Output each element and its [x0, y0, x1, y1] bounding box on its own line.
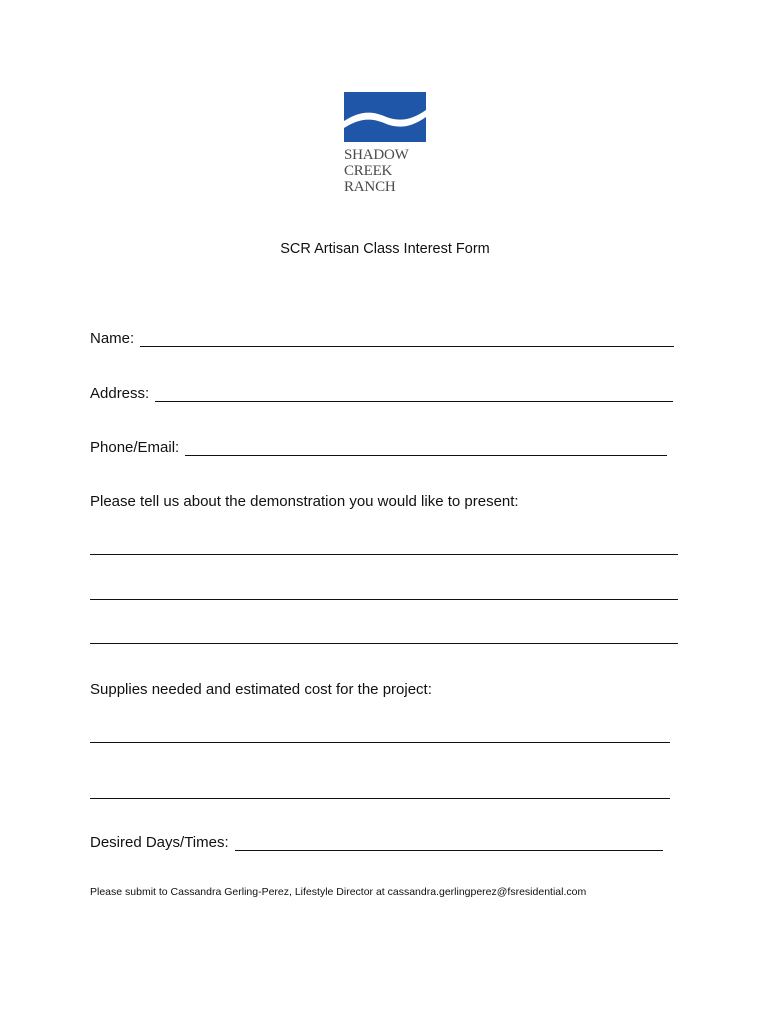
demonstration-line-2[interactable]: [90, 598, 678, 600]
logo-wordmark: [344, 147, 430, 195]
desired-days-times-field[interactable]: [90, 834, 663, 851]
desired-days-times-line[interactable]: [235, 835, 663, 851]
demonstration-prompt: Please tell us about the demonstration you would like to present:: [90, 493, 519, 510]
name-label: Name:: [90, 330, 139, 347]
supplies-line-1[interactable]: [90, 741, 670, 743]
name-line[interactable]: [140, 331, 674, 347]
address-field[interactable]: [90, 385, 673, 402]
logo-line-1: SHADOW: [344, 147, 409, 163]
logo-line-2: CREEK: [344, 163, 393, 179]
wave-logo-icon: [344, 92, 426, 142]
logo-line-3: RANCH: [344, 179, 396, 195]
phone-email-line[interactable]: [185, 440, 667, 456]
desired-days-times-label: Desired Days/Times:: [90, 834, 233, 851]
demonstration-line-1[interactable]: [90, 553, 678, 555]
demonstration-line-3[interactable]: [90, 642, 678, 644]
name-field[interactable]: [90, 330, 674, 347]
form-title: SCR Artisan Class Interest Form: [280, 241, 490, 257]
submission-instructions: Please submit to Cassandra Gerling-Perez, Lifestyle Director at cassandra.gerlingperez@fsresidential.com: [90, 886, 587, 898]
address-line[interactable]: [155, 386, 673, 402]
phone-email-field[interactable]: [90, 439, 667, 456]
phone-email-label: Phone/Email:: [90, 439, 184, 456]
supplies-line-2[interactable]: [90, 797, 670, 799]
supplies-prompt: Supplies needed and estimated cost for the project:: [90, 681, 432, 698]
shadow-creek-ranch-logo: [344, 92, 430, 195]
address-label: Address:: [90, 385, 154, 402]
